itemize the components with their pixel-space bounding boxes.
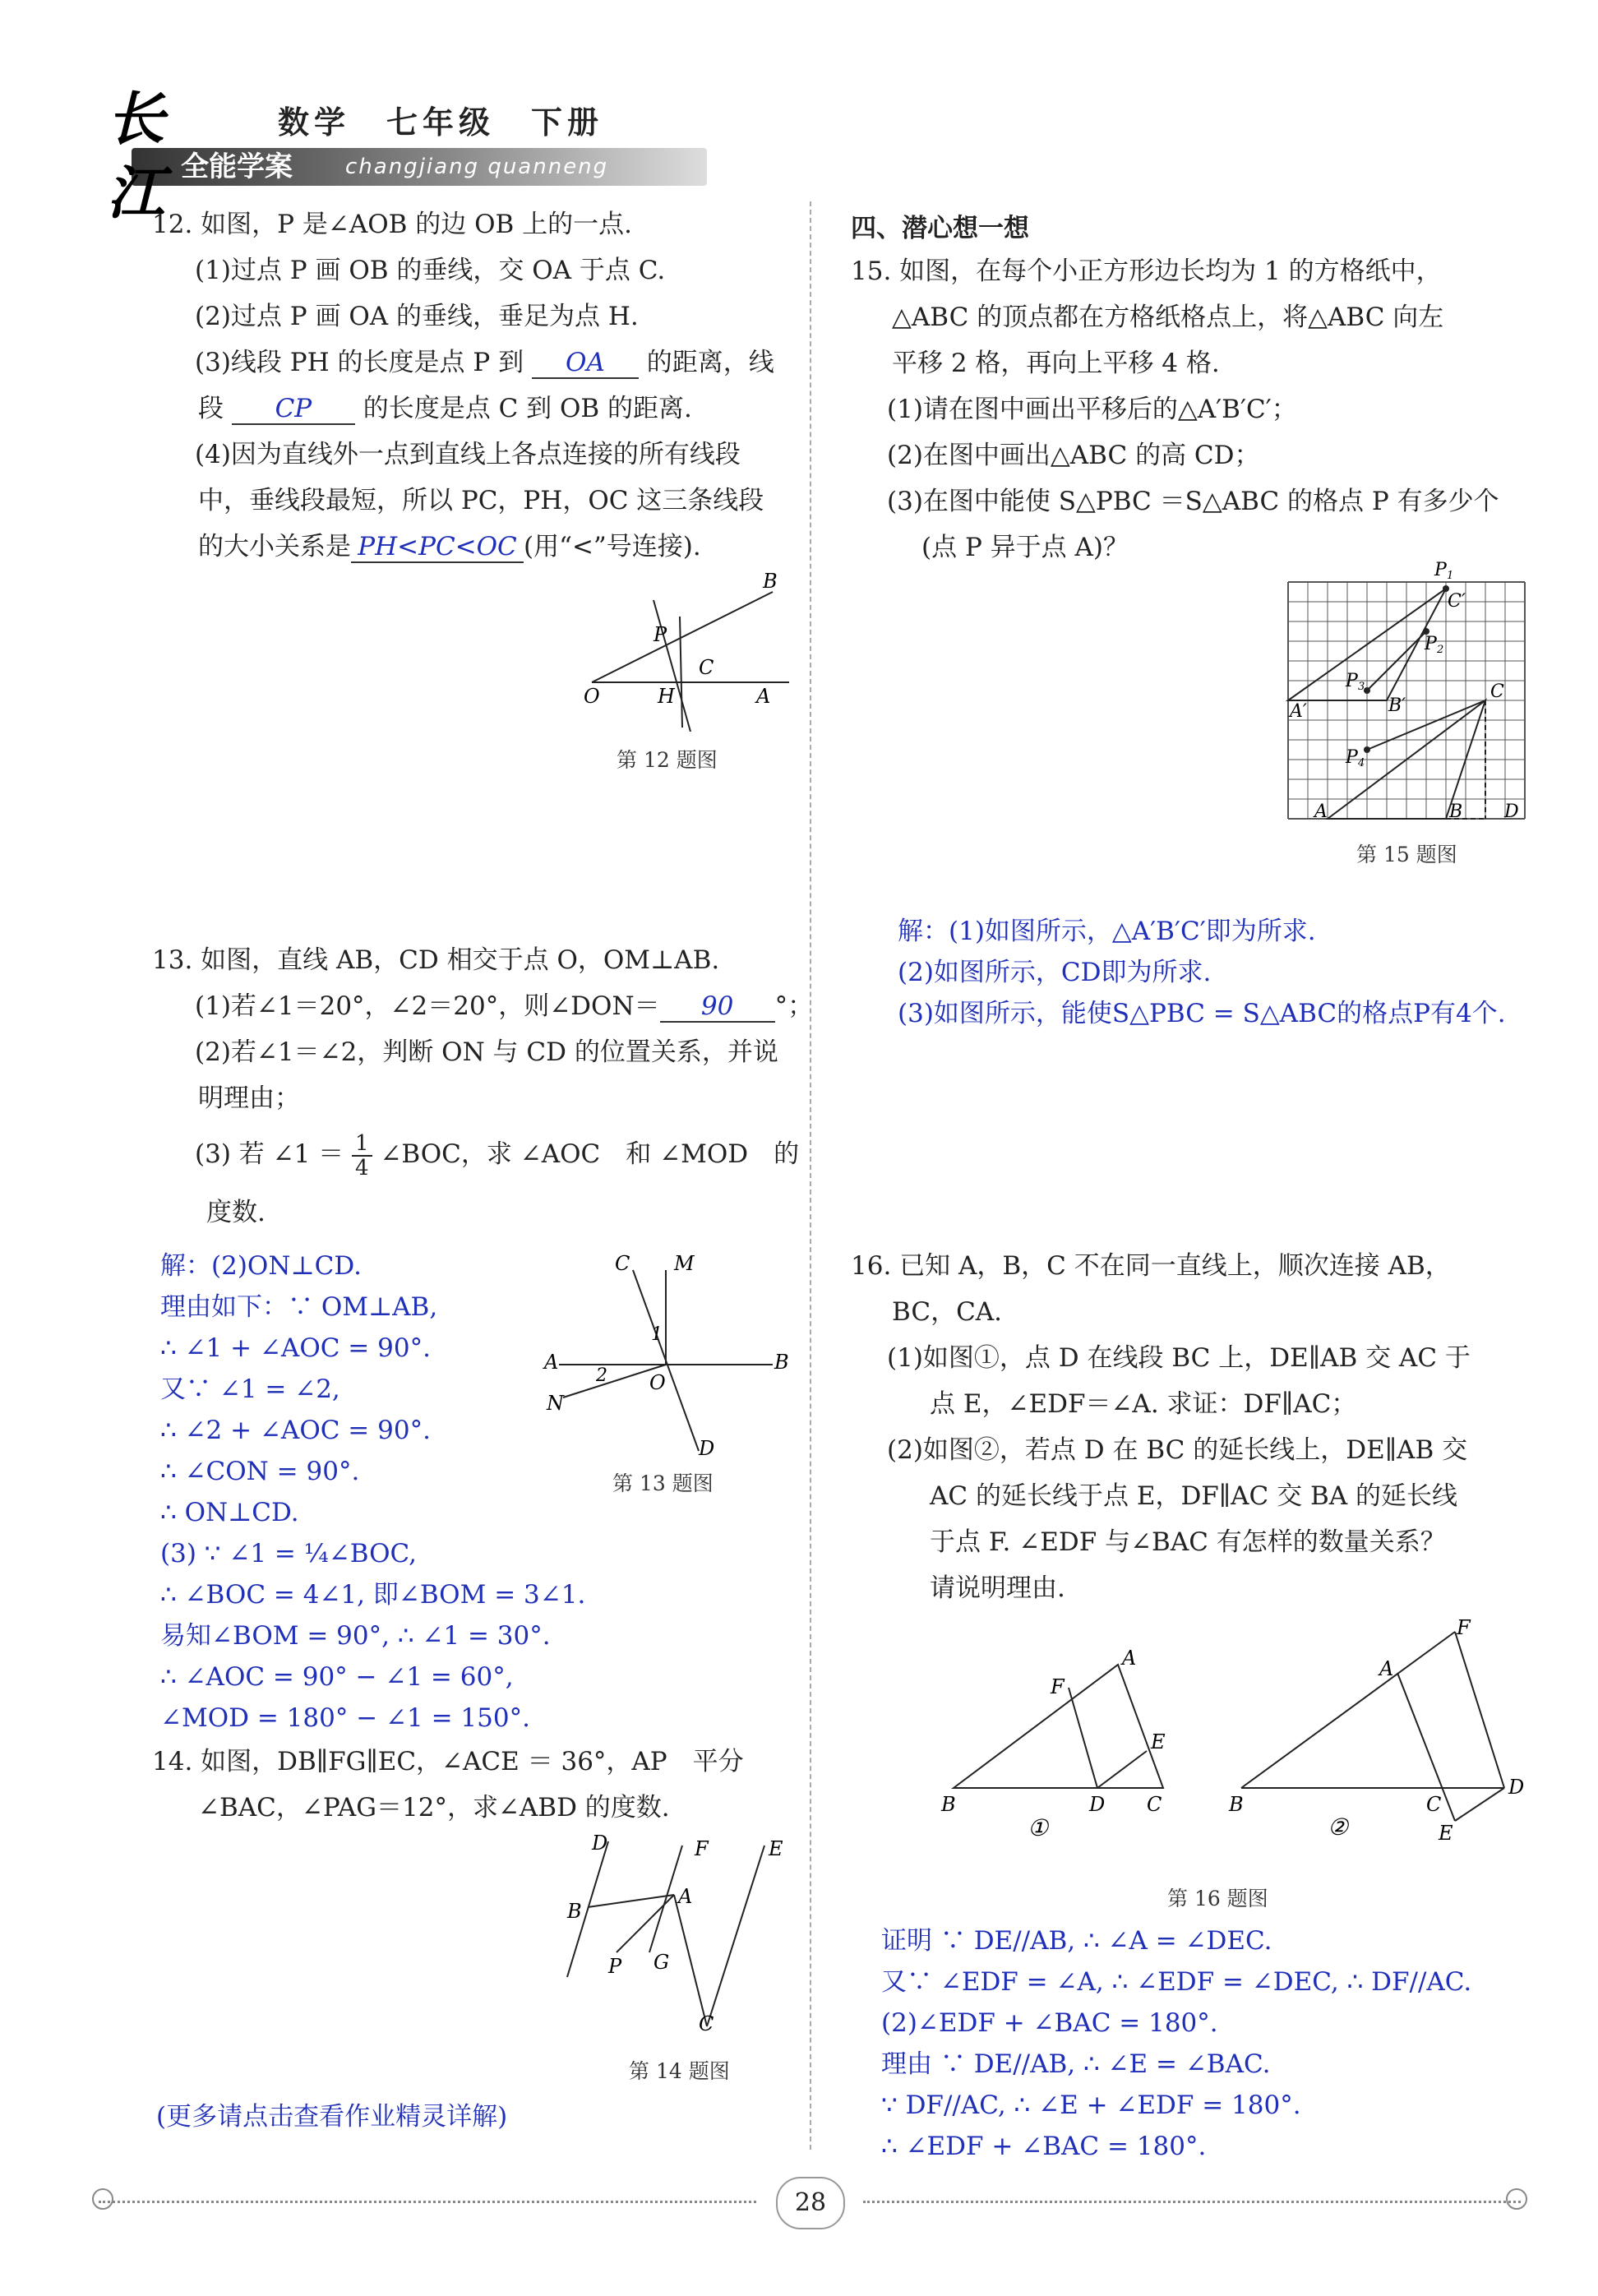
q12-label-C: C bbox=[699, 656, 714, 679]
q12-part4-c: 的大小关系是 PH<PC<OC (用“<”号连接). bbox=[198, 532, 701, 561]
q16-fig2-seg-DF bbox=[1455, 1632, 1504, 1788]
q15-label-P2-sub: 2 bbox=[1437, 644, 1444, 656]
q15-label-A: A bbox=[1314, 802, 1328, 822]
q12-label-O: O bbox=[584, 685, 600, 708]
q14-label-B: B bbox=[567, 1900, 582, 1923]
q12-blank-3: PH<PC<OC bbox=[351, 532, 524, 563]
q15-point-P4 bbox=[1364, 746, 1370, 753]
q16-fig1-label-B: B bbox=[941, 1793, 956, 1816]
question-14 bbox=[152, 1739, 793, 1831]
q16-fig1-label-F: F bbox=[1051, 1675, 1065, 1698]
column-divider bbox=[810, 201, 811, 2150]
header-subtitle: changjiang quanneng xuean bbox=[345, 155, 609, 204]
q14-seg-BA bbox=[588, 1895, 674, 1907]
q13-label-N: N bbox=[547, 1392, 564, 1415]
q15-part2: (2)在图中画出△ABC 的高 CD； bbox=[887, 441, 1260, 470]
question-15 bbox=[851, 248, 1550, 571]
q16-fig1-number: ① bbox=[1028, 1814, 1049, 1837]
footer-ornament-left bbox=[92, 2188, 113, 2210]
footer-rule-right bbox=[863, 2201, 1521, 2203]
q13-fraction: $\frac{1}{4}$ bbox=[352, 1132, 372, 1180]
q12-blank-2: CP bbox=[232, 394, 355, 425]
q14-line-EC bbox=[707, 1846, 764, 2026]
q13-part3-b: 度数. bbox=[206, 1197, 266, 1227]
q16-fig2-label-A: A bbox=[1379, 1657, 1394, 1680]
footer-rule-left bbox=[99, 2201, 756, 2203]
q15-label-Aprime: A′ bbox=[1290, 701, 1307, 722]
q16-fig2-seg-DE bbox=[1455, 1788, 1504, 1821]
q12-part2: (2)过点 P 画 OA 的垂线，垂足为点 H. bbox=[195, 302, 639, 331]
q13-answer-line: ∴ ∠BOC = 4∠1, 即∠BOM = 3∠1. bbox=[160, 1580, 586, 1610]
q16-caption: 第 16 题图 bbox=[1167, 1887, 1268, 1910]
q12-figure bbox=[575, 567, 797, 732]
q13-answer-line: (3) ∵ ∠1 = ¼∠BOC, bbox=[160, 1539, 417, 1568]
q15-part3: (3)在图中能使 S△PBC ＝S△ABC 的格点 P 有多少个 bbox=[887, 487, 1499, 516]
q13-answer-line: ∴ ∠CON = 90°. bbox=[160, 1457, 360, 1486]
q15-label-Bprime: B′ bbox=[1388, 695, 1406, 716]
q14-seg-AP bbox=[617, 1895, 674, 1952]
section-4-title: 四、潜心想一想 bbox=[851, 214, 1029, 243]
q12-blank-1: OA bbox=[532, 348, 639, 379]
q15-grid-figure bbox=[1278, 559, 1541, 838]
q16-answer-line: ∴ ∠EDF + ∠BAC = 180°. bbox=[881, 2132, 1207, 2161]
q14-figure bbox=[559, 1829, 797, 2035]
q13-answer-line: 又∵ ∠1 = ∠2, bbox=[160, 1374, 340, 1404]
q14-seg-AC bbox=[674, 1895, 707, 2026]
q12-perp-PH bbox=[680, 617, 682, 728]
q16-figure-1 bbox=[937, 1640, 1184, 1837]
q16-figure-2 bbox=[1225, 1611, 1537, 1841]
q13-label-M: M bbox=[674, 1252, 695, 1275]
q16-part2-c: 于点 F. ∠EDF 与∠BAC 有怎样的数量关系？ bbox=[930, 1527, 1446, 1557]
q15-label-P3-sub: 3 bbox=[1358, 681, 1365, 693]
q15-label-D: D bbox=[1504, 802, 1519, 822]
q15-label-P1-sub: 1 bbox=[1447, 570, 1454, 582]
q12-perp-PC bbox=[654, 600, 690, 732]
q15-part1: (1)请在图中画出平移后的△A′B′C′； bbox=[887, 395, 1297, 424]
q12-label-P: P bbox=[654, 623, 667, 646]
q12-part4-b: 中，垂线段最短，所以 PC，PH，OC 这三条线段 bbox=[198, 486, 764, 515]
q15-label-P1: P bbox=[1434, 560, 1447, 580]
q15-answer bbox=[898, 911, 1572, 1034]
q13-label-D: D bbox=[699, 1437, 715, 1459]
q14-label-F: F bbox=[695, 1837, 709, 1860]
q16-answer-line: ∵ DF//AC, ∴ ∠E + ∠EDF = 180°. bbox=[881, 2090, 1301, 2120]
q14-label-A: A bbox=[678, 1885, 693, 1908]
q16-stem: 16. 已知 A，B，C 不在同一直线上，顺次连接 AB， bbox=[851, 1251, 1451, 1281]
q13-answer-line: ∴ ∠1 + ∠AOC = 90°. bbox=[160, 1333, 431, 1363]
q14-label-P: P bbox=[608, 1955, 622, 1978]
q15-stem: 15. 如图，在每个小正方形边长均为 1 的方格纸中， bbox=[851, 256, 1442, 286]
q16-part2-b: AC 的延长线于点 E，DF∥AC 交 BA 的延长线 bbox=[930, 1481, 1457, 1511]
q13-blank-1: 90 bbox=[660, 991, 775, 1023]
header-title: 数学 七年级 下册 bbox=[278, 104, 604, 141]
header-logo-brand: 全能学案 bbox=[181, 150, 293, 183]
q16-part2-d: 请说明理由. bbox=[930, 1573, 1065, 1603]
page-number: 28 bbox=[794, 2188, 827, 2217]
q13-part3: (3) 若 ∠1 ＝ $\frac{1}{4}$ ∠BOC，求 ∠AOC 和 ∠MOD 的 bbox=[195, 1130, 800, 1180]
q13-stem: 13. 如图，直线 AB，CD 相交于点 O，OM⊥AB. bbox=[152, 945, 720, 975]
q14-stem: 14. 如图，DB∥FG∥EC，∠ACE ＝ 36°，AP 平分 bbox=[152, 1747, 744, 1776]
q15-label-B: B bbox=[1449, 802, 1463, 822]
question-16 bbox=[851, 1243, 1550, 1611]
q16-fig1-label-D: D bbox=[1089, 1793, 1106, 1816]
q15-label-P4: P bbox=[1346, 747, 1358, 768]
q13-label-2: 2 bbox=[596, 1365, 607, 1386]
q15-label-C: C bbox=[1490, 681, 1504, 702]
q15-label-P2: P bbox=[1425, 634, 1437, 654]
q16-stem-b: BC，CA. bbox=[892, 1297, 1003, 1327]
q16-fig1-label-C: C bbox=[1147, 1793, 1162, 1816]
q13-label-1: 1 bbox=[651, 1324, 663, 1345]
q13-label-C: C bbox=[615, 1252, 630, 1275]
q13-label-O: O bbox=[649, 1371, 666, 1394]
q15-label-P3: P bbox=[1346, 671, 1358, 691]
q13-answer-line: ∴ ∠2 + ∠AOC = 90°. bbox=[160, 1416, 431, 1445]
q15-answer-line: 解：(1)如图所示，△A′B′C′即为所求. bbox=[898, 917, 1316, 946]
q12-part1: (1)过点 P 画 OB 的垂线，交 OA 于点 C. bbox=[195, 256, 666, 285]
q13-answer-line: ∠MOD = 180° − ∠1 = 150°. bbox=[160, 1703, 530, 1733]
q16-answer-line: 理由 ∵ DE//AB, ∴ ∠E = ∠BAC. bbox=[881, 2049, 1271, 2079]
q16-part2: (2)如图②，若点 D 在 BC 的延长线上，DE∥AB 交 bbox=[887, 1435, 1468, 1465]
q13-answer-line: ∴ ∠AOC = 90° − ∠1 = 60°, bbox=[160, 1662, 514, 1692]
q16-fig1-label-E: E bbox=[1151, 1730, 1166, 1753]
q14-label-G: G bbox=[654, 1951, 670, 1974]
q16-fig2-label-B: B bbox=[1229, 1793, 1244, 1816]
q16-part1-b: 点 E，∠EDF＝∠A. 求证：DF∥AC； bbox=[930, 1389, 1357, 1419]
q13-figure bbox=[534, 1245, 797, 1459]
question-12 bbox=[152, 201, 793, 570]
q14-caption: 第 14 题图 bbox=[629, 2059, 730, 2083]
question-13 bbox=[152, 937, 814, 1236]
q15-stem-b: △ABC 的顶点都在方格纸格点上，将△ABC 向左 bbox=[892, 303, 1444, 332]
q14-label-D: D bbox=[592, 1832, 608, 1855]
q12-part3: (3)线段 PH 的长度是点 P 到 OA 的距离，线 bbox=[195, 348, 774, 377]
header-logo: 长江 bbox=[107, 85, 164, 227]
q12-part3-cont: 段 CP 的长度是点 C 到 OB 的距离. bbox=[198, 394, 692, 423]
q15-part3-b: (点 P 异于点 A)？ bbox=[921, 533, 1129, 562]
footer-ornament-right bbox=[1506, 2188, 1527, 2210]
q13-label-B: B bbox=[774, 1351, 789, 1374]
q16-fig2-label-E: E bbox=[1439, 1822, 1453, 1841]
q16-part1: (1)如图①，点 D 在线段 BC 上，DE∥AB 交 AC 于 bbox=[887, 1343, 1471, 1373]
q16-answer bbox=[881, 1920, 1588, 2167]
q16-fig1-label-A: A bbox=[1122, 1647, 1137, 1670]
q13-answer-line: 易知∠BOM = 90°, ∴ ∠1 = 30°. bbox=[160, 1621, 551, 1651]
q12-stem: 12. 如图，P 是∠AOB 的边 OB 上的一点. bbox=[152, 210, 633, 239]
q13-part2: (2)若∠1＝∠2，判断 ON 与 CD 的位置关系，并说 bbox=[195, 1037, 778, 1067]
q13-answer-line: 解：(2)ON⊥CD. bbox=[160, 1251, 362, 1281]
q15-label-P4-sub: 4 bbox=[1358, 757, 1365, 769]
q16-answer-line: 又∵ ∠EDF = ∠A, ∴ ∠EDF = ∠DEC, ∴ DF//AC. bbox=[881, 1967, 1472, 1997]
q16-fig2-label-C: C bbox=[1426, 1793, 1442, 1816]
q15-stem-c: 平移 2 格，再向上平移 4 格. bbox=[892, 349, 1220, 378]
q16-fig2-label-D: D bbox=[1508, 1776, 1525, 1799]
q14-label-C: C bbox=[699, 2012, 714, 2035]
page-number-badge bbox=[776, 2177, 845, 2229]
q16-answer-line: 证明 ∵ DE//AB, ∴ ∠A = ∠DEC. bbox=[881, 1926, 1272, 1956]
q13-answer-line: 理由如下：∵ OM⊥AB, bbox=[160, 1292, 438, 1322]
q16-fig2-number: ② bbox=[1328, 1813, 1349, 1841]
q12-label-B: B bbox=[763, 570, 778, 593]
q16-fig1-seg-DF bbox=[1069, 1688, 1097, 1788]
q16-fig1-seg-DE bbox=[1097, 1751, 1147, 1788]
q16-fig2-label-F: F bbox=[1457, 1616, 1471, 1639]
q13-caption: 第 13 题图 bbox=[612, 1471, 714, 1495]
q12-ray-OB bbox=[592, 592, 773, 682]
q12-label-H: H bbox=[658, 685, 675, 708]
q15-answer-line: (3)如图所示，能使S△PBC = S△ABC的格点P有4个. bbox=[898, 999, 1506, 1028]
q15-caption: 第 15 题图 bbox=[1356, 843, 1457, 866]
q13-label-A: A bbox=[544, 1351, 559, 1374]
q13-answer-line: ∴ ON⊥CD. bbox=[160, 1498, 299, 1527]
q13-part1: (1)若∠1＝20°，∠2＝20°，则∠DON＝ 90 °； bbox=[195, 991, 814, 1021]
q14-label-E: E bbox=[769, 1837, 783, 1860]
q15-label-Cprime: C′ bbox=[1448, 591, 1466, 612]
q16-fig2-seg-BF bbox=[1241, 1632, 1455, 1788]
q13-part2-b: 明理由； bbox=[198, 1083, 300, 1113]
q14-more-link[interactable]: (更多请点击查看作业精灵详解) bbox=[156, 2102, 508, 2132]
q14-stem-b: ∠BAC，∠PAG＝12°，求∠ABD 的度数. bbox=[198, 1793, 670, 1822]
q12-label-A: A bbox=[756, 685, 771, 708]
q12-part4: (4)因为直线外一点到直线上各点连接的所有线段 bbox=[195, 440, 741, 469]
q14-line-FG bbox=[649, 1846, 682, 1952]
q16-answer-line: (2)∠EDF + ∠BAC = 180°. bbox=[881, 2008, 1218, 2038]
q15-answer-line: (2)如图所示，CD即为所求. bbox=[898, 958, 1212, 987]
q12-caption: 第 12 题图 bbox=[617, 748, 718, 772]
